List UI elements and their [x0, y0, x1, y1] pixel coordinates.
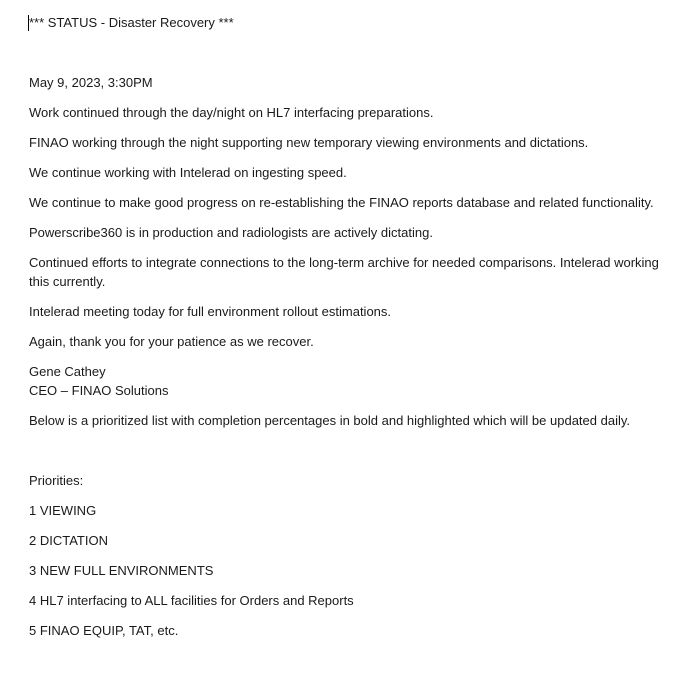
document-title: *** STATUS - Disaster Recovery ***: [29, 15, 234, 30]
signature-role: CEO – FINAO Solutions: [29, 383, 169, 398]
signature-name: Gene Cathey: [29, 364, 106, 379]
document-body[interactable]: [29, 13, 659, 651]
paragraph: We continue to make good progress on re-establishing the FINAO reports database and related functionality.: [29, 195, 654, 210]
priority-item: 1 VIEWING: [29, 503, 97, 518]
paragraph: Again, thank you for your patience as we recover.: [29, 334, 314, 349]
title-line: [29, 13, 659, 33]
priorities-heading: Priorities:: [29, 473, 84, 488]
paragraph: Intelerad meeting today for full environment rollout estimations.: [29, 304, 392, 319]
priority-item: 5 FINAO EQUIP, TAT, etc.: [29, 623, 179, 638]
text-cursor: [28, 15, 29, 31]
paragraph: Work continued through the day/night on HL7 interfacing preparations.: [29, 105, 434, 120]
paragraph: Continued efforts to integrate connections to the long-term archive for needed comparisons. Intelerad working this currently.: [29, 255, 659, 289]
list-intro: Below is a prioritized list with completion percentages in bold and highlighted which will be updated daily.: [29, 413, 630, 428]
signature-block: [29, 362, 659, 400]
paragraph: We continue working with Intelerad on ingesting speed.: [29, 165, 347, 180]
paragraph: Powerscribe360 is in production and radiologists are actively dictating.: [29, 225, 433, 240]
priority-item: 4 HL7 interfacing to ALL facilities for Orders and Reports: [29, 593, 354, 608]
status-date: May 9, 2023, 3:30PM: [29, 75, 153, 90]
priority-item: 2 DICTATION: [29, 533, 108, 548]
paragraph: FINAO working through the night supporting new temporary viewing environments and dictations.: [29, 135, 589, 150]
priority-item: 3 NEW FULL ENVIRONMENTS: [29, 563, 214, 578]
